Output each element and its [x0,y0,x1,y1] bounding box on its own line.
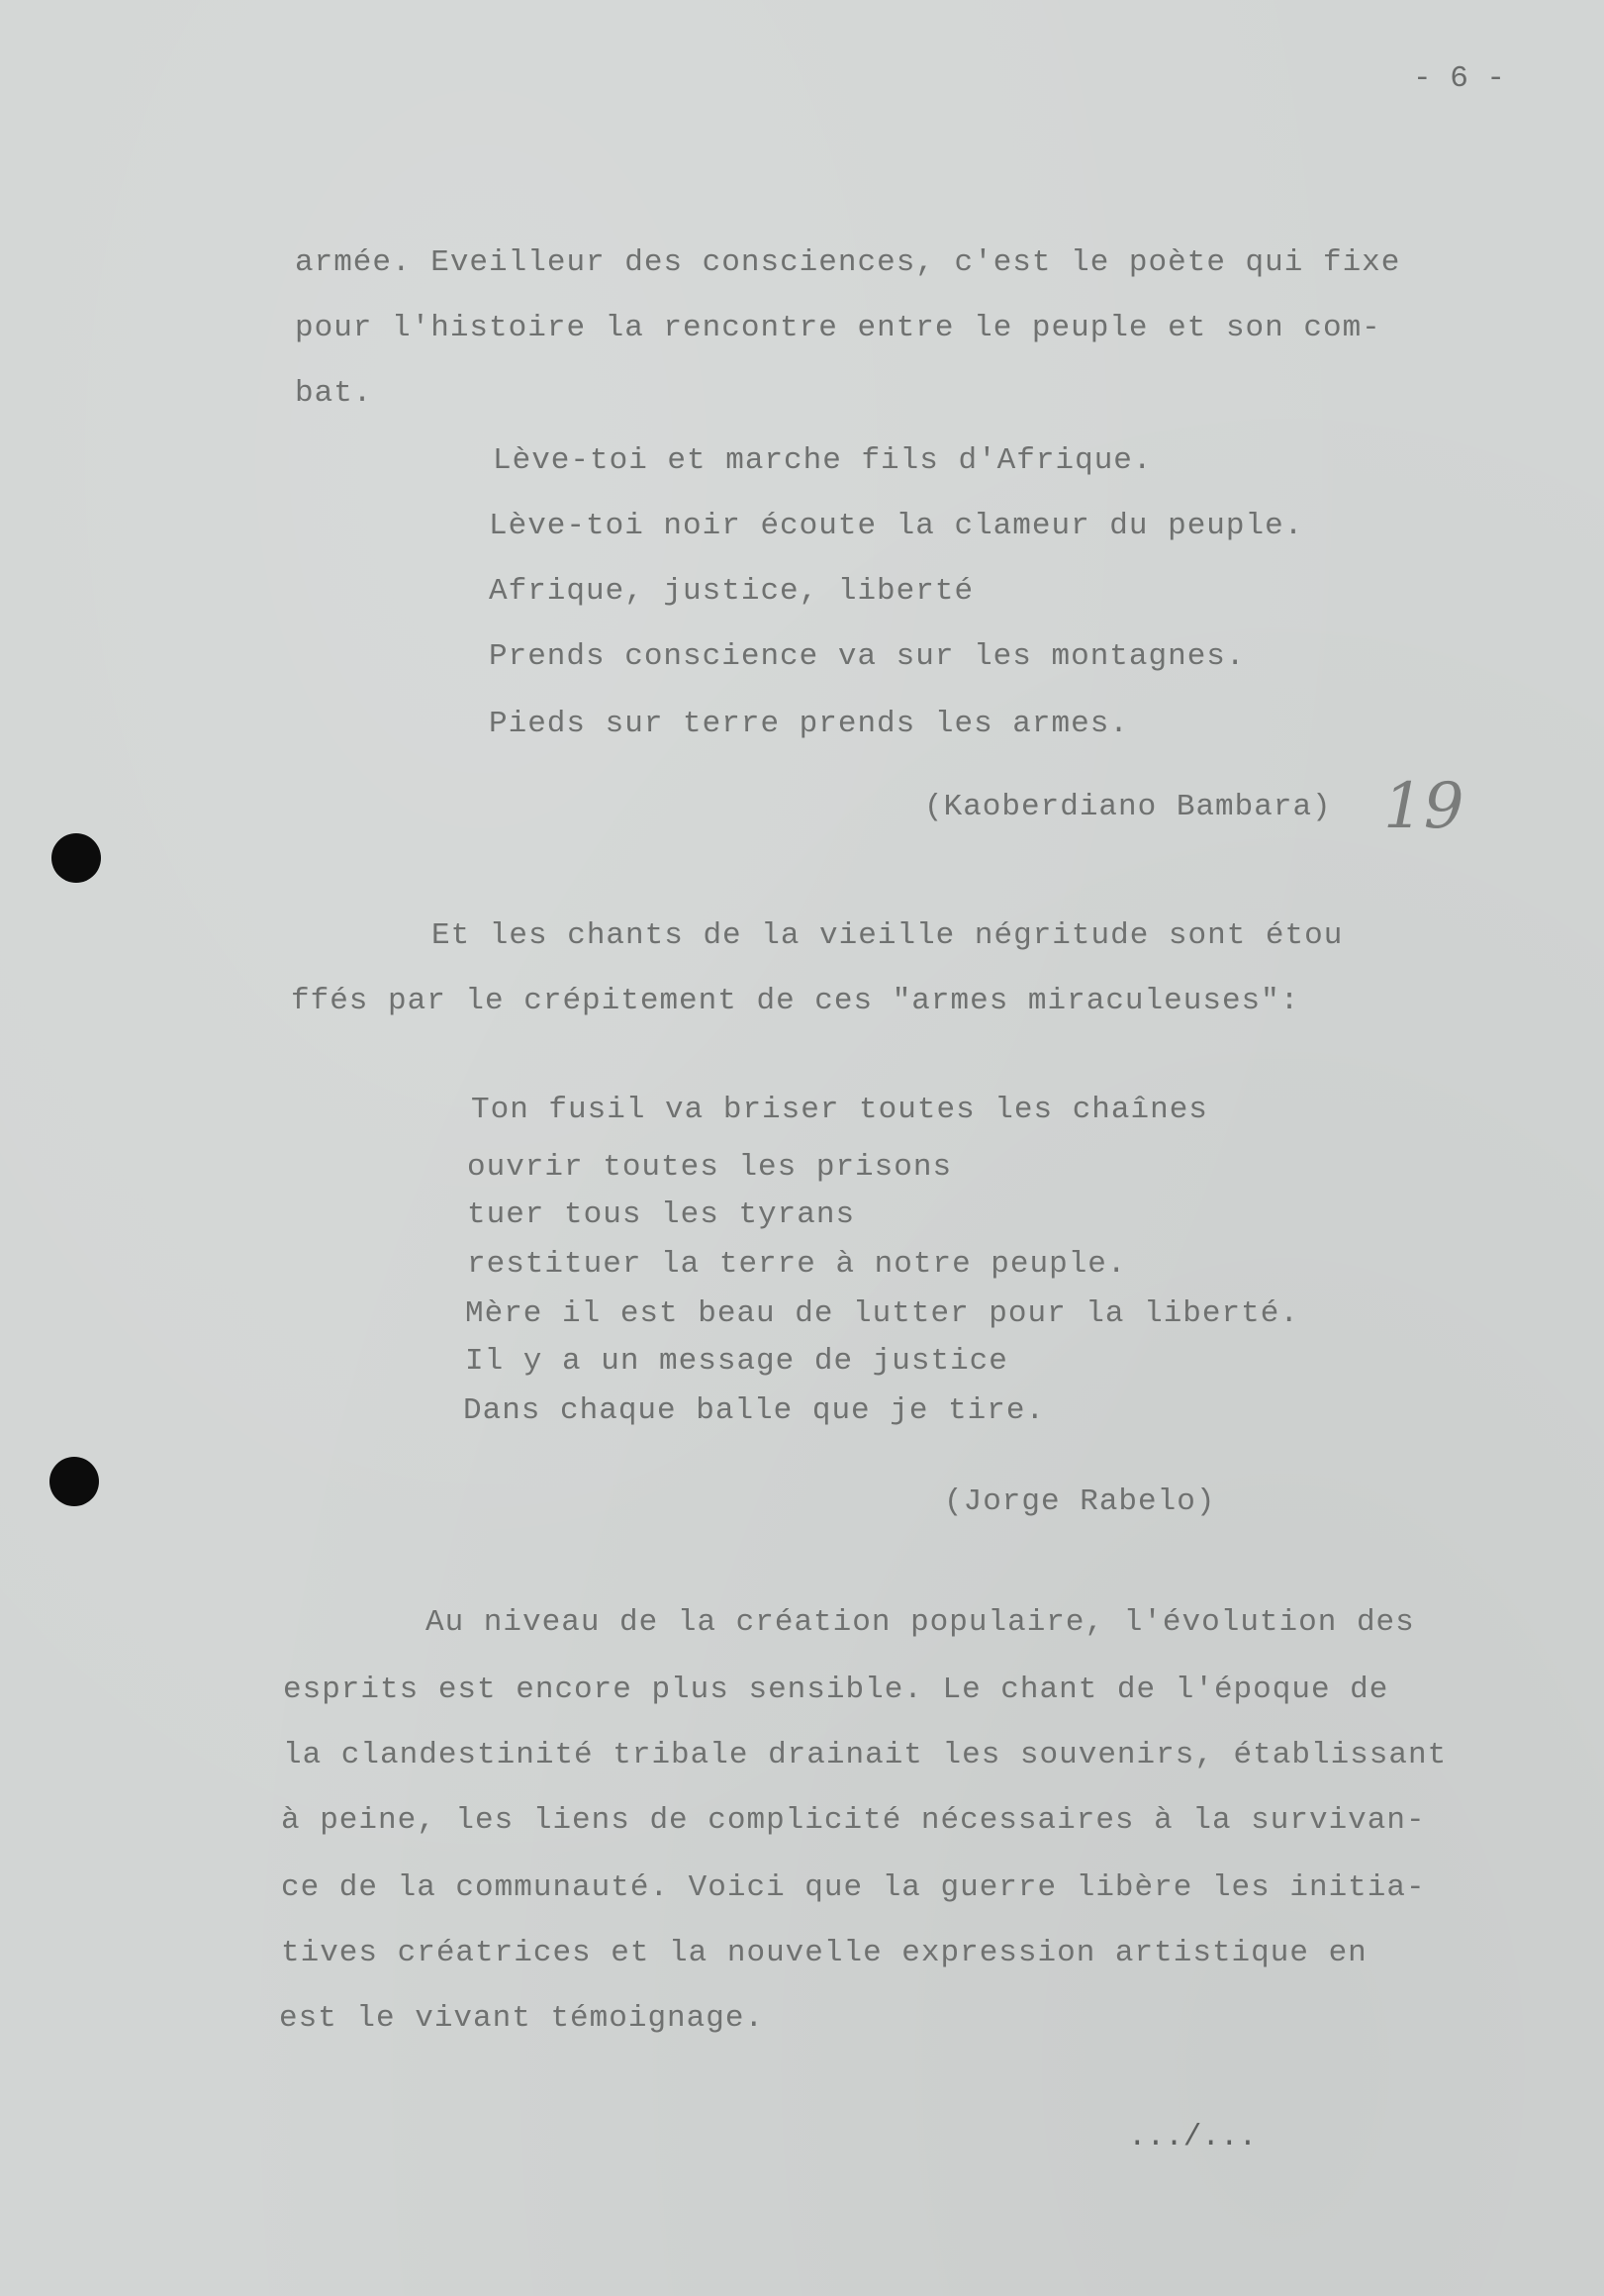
poem-1-line: Lève-toi noir écoute la clameur du peuple. [489,509,1304,543]
paragraph-3-line: Au niveau de la création populaire, l'évolution des [425,1605,1415,1640]
paragraph-1-line: pour l'histoire la rencontre entre le peuple et son com- [295,311,1381,345]
paragraph-3-line: esprits est encore plus sensible. Le chant de l'époque de [283,1673,1389,1707]
poem-2-line: ouvrir toutes les prisons [467,1150,953,1185]
continuation-mark: .../... [1128,2120,1258,2154]
paragraph-2-line: Et les chants de la vieille négritude sont étou [431,918,1344,953]
page-number: - 6 - [1413,61,1506,96]
poem-2-line: Dans chaque balle que je tire. [463,1393,1046,1428]
poem-1-line: Lève-toi et marche fils d'Afrique. [493,443,1153,478]
poem-2-line: Ton fusil va briser toutes les chaînes [471,1093,1208,1127]
paragraph-2-line: ffés par le crépitement de ces "armes miraculeuses": [291,984,1300,1018]
paragraph-1-line: armée. Eveilleur des consciences, c'est le poète qui fixe [295,245,1401,280]
poem-2-author: (Jorge Rabelo) [944,1484,1216,1519]
paragraph-3-line: est le vivant témoignage. [279,2001,765,2036]
poem-2-line: restituer la terre à notre peuple. [467,1247,1127,1282]
paragraph-1-line: bat. [295,376,373,411]
poem-1-line: Afrique, justice, liberté [489,574,975,609]
poem-2-line: Mère il est beau de lutter pour la liberté. [465,1296,1299,1331]
paragraph-3-line: ce de la communauté. Voici que la guerre libère les initia- [281,1870,1426,1905]
paragraph-3-line: la clandestinité tribale drainait les souvenirs, établissant [283,1738,1448,1772]
poem-1-author: (Kaoberdiano Bambara) [924,790,1332,824]
poem-1-line: Pieds sur terre prends les armes. [489,707,1129,741]
paragraph-3-line: à peine, les liens de complicité nécessaires à la survivan- [281,1803,1426,1838]
handwritten-annotation: 19 [1383,770,1464,843]
punch-hole [51,833,101,883]
punch-hole [49,1457,99,1506]
poem-2-line: Il y a un message de justice [465,1344,1008,1379]
poem-2-line: tuer tous les tyrans [467,1197,856,1232]
paragraph-3-line: tives créatrices et la nouvelle expression artistique en [281,1936,1368,1970]
poem-1-line: Prends conscience va sur les montagnes. [489,639,1246,674]
